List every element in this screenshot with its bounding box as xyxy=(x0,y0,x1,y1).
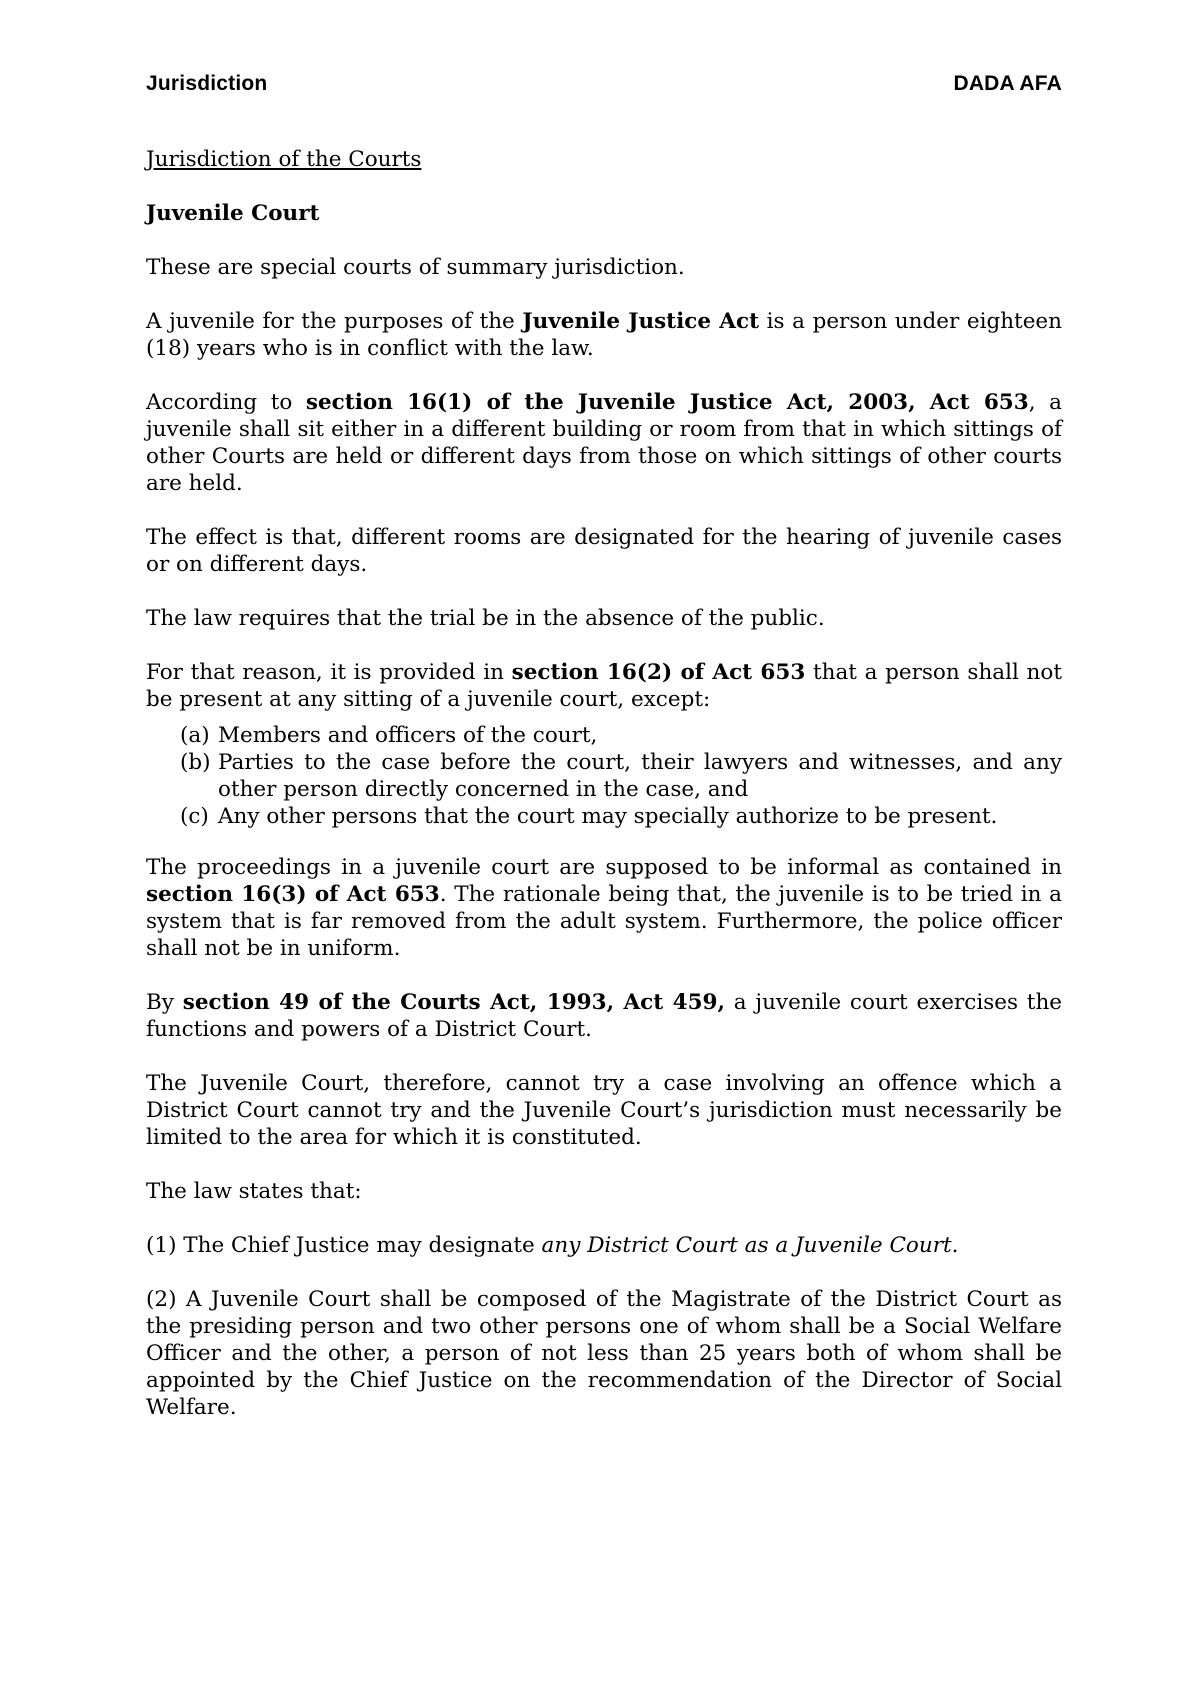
section-reference: section 49 of the Courts Act, 1993, Act 459, xyxy=(182,990,726,1015)
document-body xyxy=(146,146,1062,1448)
page-title: Jurisdiction of the Courts xyxy=(146,147,422,172)
list-item: (b) Parties to the case before the court, their lawyers and witnesses, and any other person directly concerned in the case, and xyxy=(180,750,1062,802)
paragraph-4: The effect is that, different rooms are designated for the hearing of juvenile cases or on different days. xyxy=(146,525,1062,577)
section-reference: section 16(3) of Act 653 xyxy=(146,882,440,907)
paragraph-5: The law requires that the trial be in the absence of the public. xyxy=(146,606,825,631)
header-left: Jurisdiction xyxy=(146,72,268,95)
list-item: (a) Members and officers of the court, xyxy=(180,723,598,748)
list-marker: (c) xyxy=(180,804,209,829)
act-reference: Juvenile Justice Act xyxy=(522,309,760,334)
italic-phrase: any District Court as a Juvenile Court. xyxy=(541,1233,959,1258)
list-marker: (b) xyxy=(180,750,211,775)
paragraph-12: (2) A Juvenile Court shall be composed of the Magistrate of the District Court as the presiding person and two other persons one of whom shall be a Social Welfare Officer and the other, a person of not less than 25 years both of whom shall be appointed by the Chief Justice on the recommendation of the Director of Social Welfare. xyxy=(146,1287,1062,1420)
section-heading: Juvenile Court xyxy=(146,201,320,226)
paragraph-8: By section 49 of the Courts Act, 1993, Act 459, a juvenile court exercises the functions and powers of a District Court. xyxy=(146,990,1063,1042)
section-reference: section 16(1) of the Juvenile Justice Act, 2003, Act 653 xyxy=(305,390,1029,415)
paragraph-9: The Juvenile Court, therefore, cannot try a case involving an offence which a District Court cannot try and the Juvenile Court’s jurisdiction must necessarily be limited to the area for which it is constituted. xyxy=(146,1071,1062,1150)
paragraph-1: These are special courts of summary jurisdiction. xyxy=(146,255,685,280)
paragraph-11: (1) The Chief Justice may designate any District Court as a Juvenile Court. xyxy=(146,1233,959,1258)
header-right: DADA AFA xyxy=(953,72,1062,95)
paragraph-3: According to section 16(1) of the Juvenile Justice Act, 2003, Act 653, a juvenile shall sit either in a different building or room from that in which sittings of other Courts are held or different days from those on which sittings of other courts are held. xyxy=(146,390,1062,496)
exception-list xyxy=(146,722,1062,830)
paragraph-7: The proceedings in a juvenile court are supposed to be informal as contained in section 16(3) of Act 653. The rationale being that, the juvenile is to be tried in a system that is far removed from the adult system. Furthermore, the police officer shall not be in uniform. xyxy=(146,855,1062,961)
list-item: (c) Any other persons that the court may specially authorize to be present. xyxy=(180,804,998,829)
section-reference: section 16(2) of Act 653 xyxy=(511,660,806,685)
paragraph-10: The law states that: xyxy=(146,1179,362,1204)
paragraph-6: For that reason, it is provided in section 16(2) of Act 653 that a person shall not be present at any sitting of a juvenile court, except: xyxy=(146,660,1062,712)
paragraph-2: A juvenile for the purposes of the Juvenile Justice Act is a person under eighteen (18) years who is in conflict with the law. xyxy=(146,309,1062,361)
list-marker: (a) xyxy=(180,723,210,748)
